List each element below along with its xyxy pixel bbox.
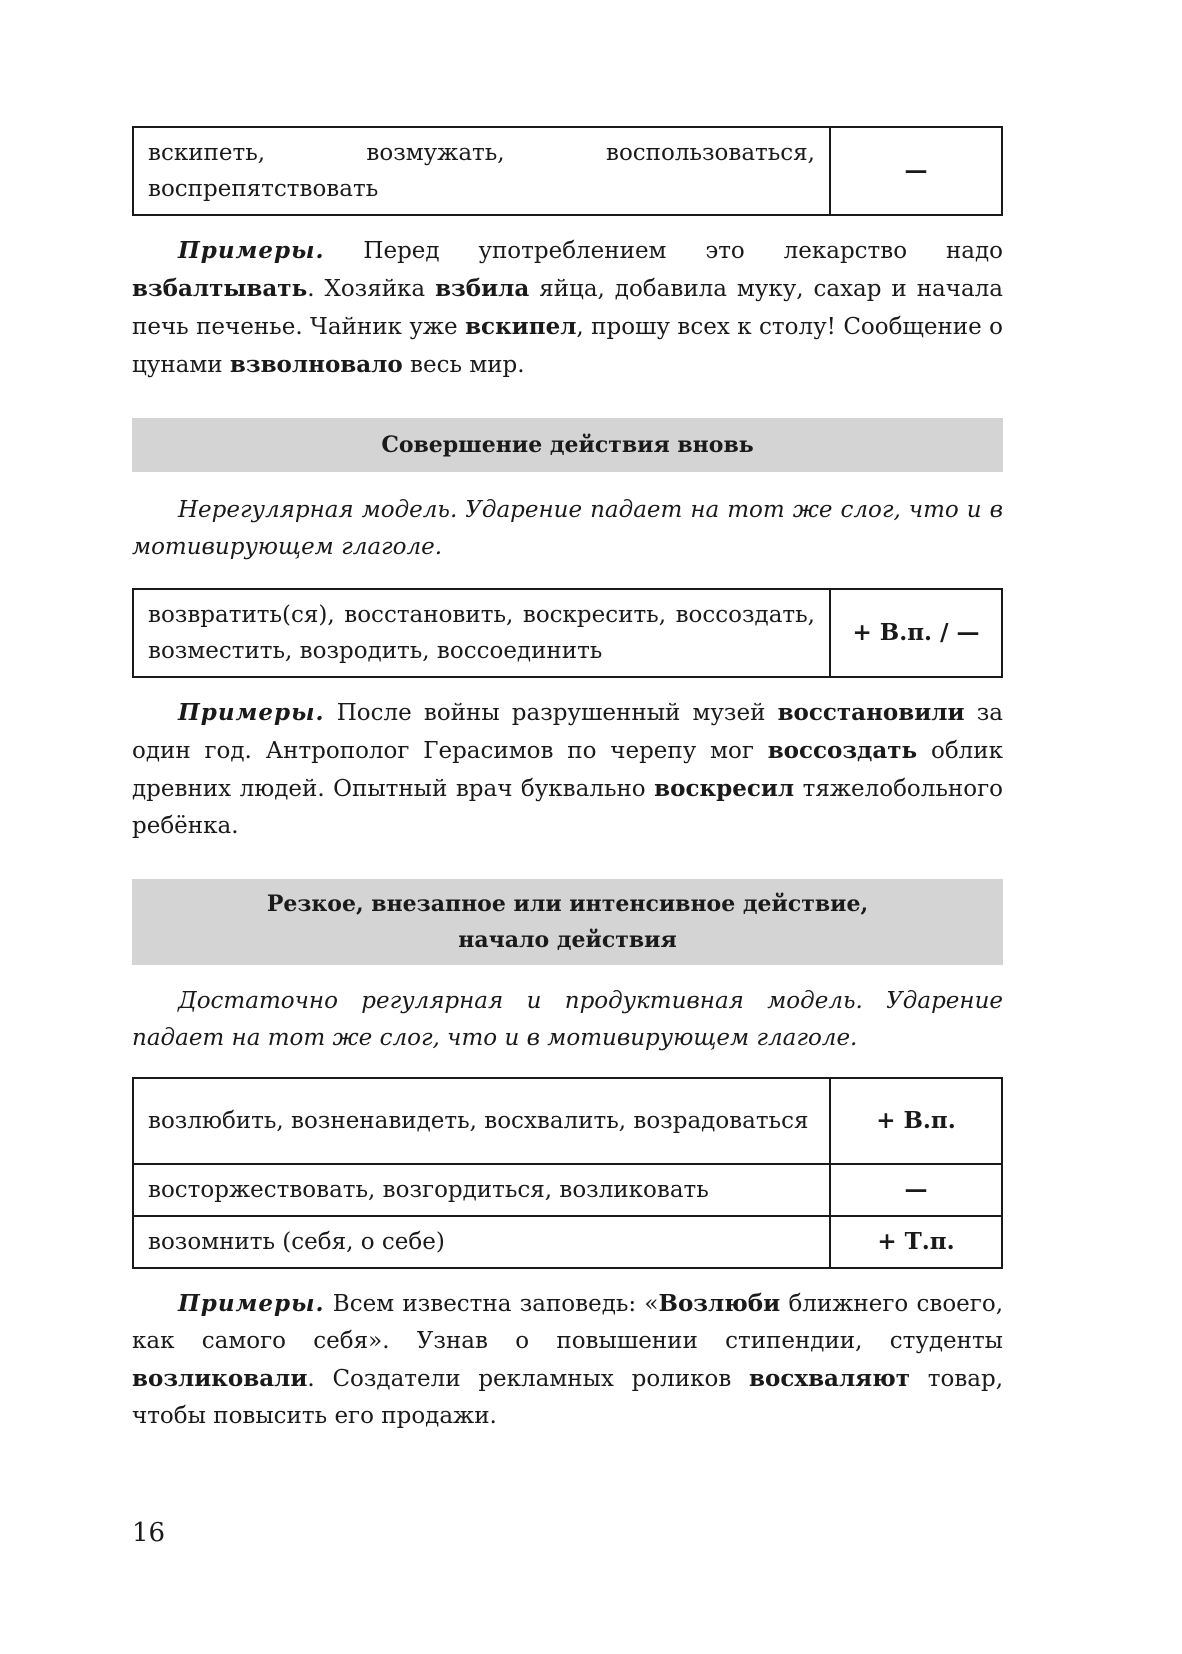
examples-label: Примеры.: [178, 1290, 325, 1317]
verbs-cell: восторжествовать, возгордиться, возликовать: [133, 1164, 830, 1216]
table-row: [133, 1164, 1002, 1216]
government-cell: —: [830, 127, 1002, 215]
table-row: [133, 127, 1002, 215]
example-verb: взволновало: [229, 351, 403, 378]
page-content: [132, 0, 1003, 1435]
model-description-3: Достаточно регулярная и продуктивная модель. Ударение падает на тот же слог, что и в мотивирующем глаголе.: [132, 988, 1003, 1051]
model-description-2: Нерегулярная модель. Ударение падает на тот же слог, что и в мотивирующем глаголе.: [132, 497, 1003, 560]
government-cell: + В.п.: [830, 1078, 1002, 1164]
section-heading-repeat: Совершение действия вновь: [132, 418, 1003, 472]
example-verb: восстановили: [777, 699, 965, 726]
examples-paragraph-3: Примеры. Всем известна заповедь: «Возлюби ближнего своего, как самого себя». Узнав о повышении стипендии, студенты возликовали. Создатели рекламных роликов восхваляют товар, чтобы повысить его продажи.: [132, 1290, 1004, 1429]
examples-paragraph-1: Примеры. Перед употреблением это лекарство надо взбалтывать. Хозяйка взбила яйца, добавила муку, сахар и начала печь печенье. Чайник уже вскипел, прошу всех к столу! Сообщение о цунами взволновало весь мир.: [132, 237, 1003, 378]
example-verb: взбила: [435, 275, 530, 302]
verbs-cell: возомнить (себя, о себе): [133, 1216, 830, 1268]
table-row: [133, 1216, 1002, 1268]
section-heading-intensive: Резкое, внезапное или интенсивное действие, начало действия: [132, 879, 1003, 965]
government-cell: + Т.п.: [830, 1216, 1002, 1268]
table-row: [133, 589, 1002, 677]
example-verb: воссоздать: [767, 737, 918, 764]
government-cell: + В.п. / —: [830, 589, 1002, 677]
example-verb: Возлюби: [658, 1290, 781, 1317]
example-verb: взбалтывать: [132, 275, 308, 302]
verbs-cell: вскипеть, возмужать, воспользоваться, воспрепятствовать: [133, 127, 830, 215]
example-verb: восхваляют: [749, 1365, 910, 1392]
examples-label: Примеры.: [178, 237, 325, 264]
verb-table-2: [132, 588, 1003, 678]
example-verb: воскресил: [654, 775, 795, 802]
verb-table-1: [132, 126, 1003, 216]
examples-paragraph-2: Примеры. После войны разрушенный музей восстановили за один год. Антрополог Герасимов по черепу мог воссоздать облик древних людей. Опытный врач буквально воскресил тяжелобольного ребёнка.: [132, 699, 1003, 839]
verbs-cell: возвратить(ся), восстановить, воскресить, воссоздать, возместить, возродить, воссоединить: [133, 589, 830, 677]
table-row: [133, 1078, 1002, 1164]
verb-table-3: [132, 1077, 1003, 1269]
example-verb: возликовали: [132, 1365, 308, 1392]
example-verb: вскипел: [465, 313, 577, 340]
examples-label: Примеры.: [178, 699, 325, 726]
government-cell: —: [830, 1164, 1002, 1216]
page-number: 16: [132, 1518, 166, 1548]
verbs-cell: возлюбить, возненавидеть, восхвалить, возрадоваться: [133, 1078, 830, 1164]
